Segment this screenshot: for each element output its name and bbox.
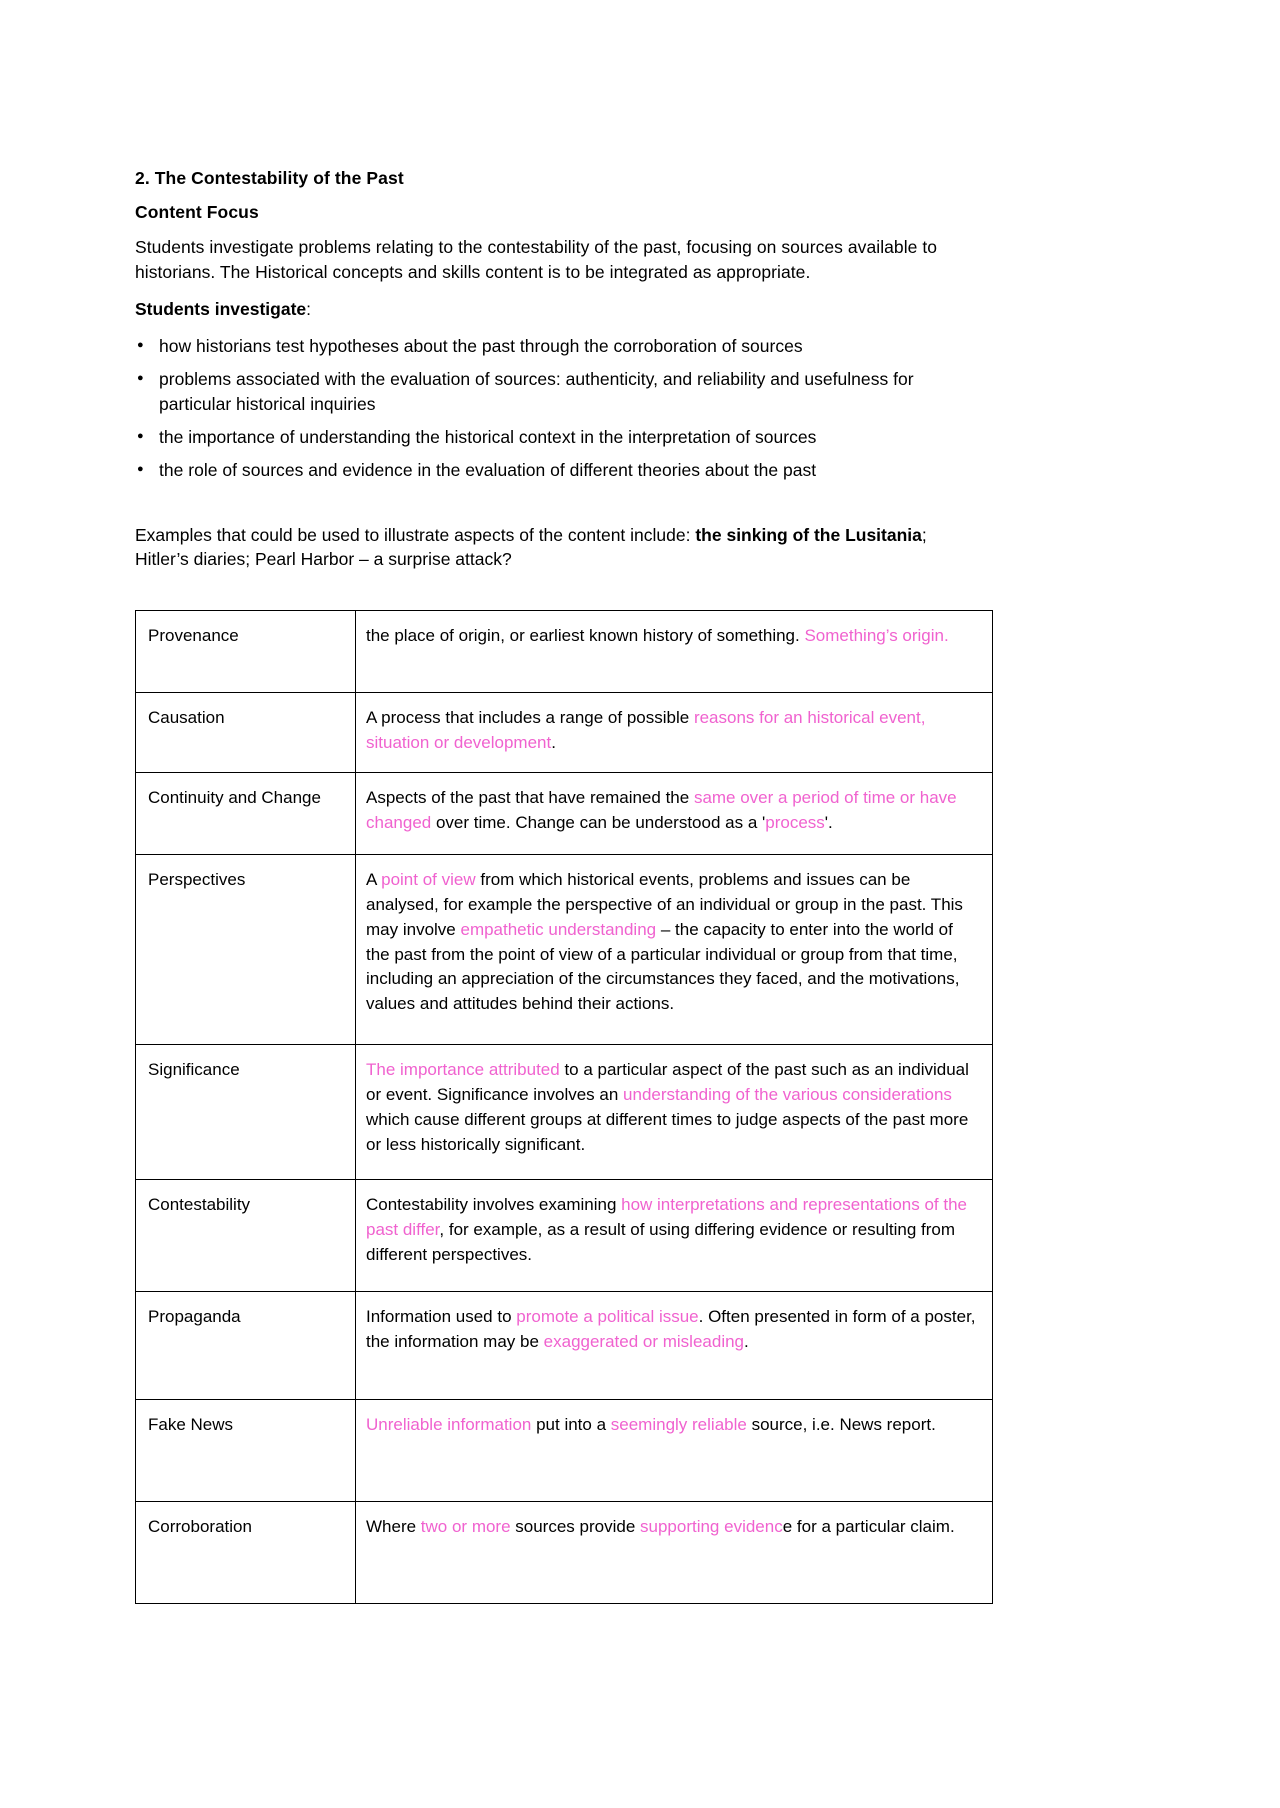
content-focus-paragraph: Students investigate problems relating to the contestability of the past, focusing on sources available to historians. The Historical concepts and skills content is to be integrated as appropriate. [135,236,938,282]
examples-paragraph [135,523,965,573]
highlighted-text: point of view [381,870,476,890]
highlighted-text: same over a period of time or have changed [366,788,957,832]
plain-text: A process that includes a range of possible [366,708,694,728]
table-cell-definition [356,1045,993,1180]
plain-text: to a particular aspect of the past such as an individual or event. Significance involves an [366,1060,969,1104]
students-investigate-colon: : [306,299,312,320]
plain-text: over time. Change can be understood as a ' [431,813,766,832]
highlighted-text: empathetic understanding [460,919,657,939]
table-row [136,855,993,1045]
students-investigate-label [135,297,965,322]
highlighted-text: promote a political issue [516,1307,699,1327]
investigate-bullet-list [135,334,965,482]
list-item: ● the importance of understanding the historical context in the interpretation of sources [135,425,965,450]
students-investigate-bold: Students investigate [135,299,307,320]
table-cell-term: Propaganda [136,1292,356,1400]
highlighted-text: Unreliable information [366,1415,532,1435]
plain-text: put into a [531,1415,611,1435]
table-cell-definition [356,1400,993,1502]
plain-text: which cause different groups at different times to judge aspects of the past more or less historically significant. [366,1109,969,1154]
plain-text: Aspects of the past that have remained the [366,788,694,808]
page-title: 2. The Contestability of the Past [135,168,404,188]
table-cell-term: Contestability [136,1180,356,1292]
plain-text: A [366,870,382,890]
plain-text: Where [366,1517,421,1537]
table-row [136,693,993,773]
plain-text: , for example, as a result of using differing evidence or resulting from different perspectives. [366,1220,956,1264]
plain-text: – the capacity to enter into the world of the past from the point of view of a particular individual or group from that time, including an appreciation of the circumstances they faced, and the motivations, values and attitudes behind their actions. [366,919,960,1014]
highlighted-text: supporting evidenc [640,1517,783,1537]
table-row [136,611,993,693]
historical-concepts-table [135,610,993,1604]
document-content [135,168,976,1604]
table-row [136,1045,993,1180]
highlighted-text: understanding of the various considerations [623,1085,952,1104]
highlighted-text: two or more [420,1517,511,1537]
table-cell-definition [356,1292,993,1400]
plain-text: from which historical events, problems and issues can be analysed, for example the perspective of an individual or group in the past. This may involve [366,870,963,939]
table-row [136,1292,993,1400]
table-body [136,611,993,1604]
plain-text: Contestability involves examining [366,1195,622,1215]
table-cell-term: Provenance [136,611,356,693]
table-cell-definition [356,1502,993,1604]
list-item: ● the role of sources and evidence in the evaluation of different theories about the past [135,458,965,483]
table-cell-definition [356,855,993,1045]
table-row [136,1502,993,1604]
table-cell-definition [356,1180,993,1292]
highlighted-text: exaggerated or misleading [543,1332,745,1351]
plain-text: Information used to [366,1307,517,1327]
table-cell-term: Perspectives [136,855,356,1045]
examples-bold-term: the sinking of the Lusitania [695,524,922,545]
plain-text: . [551,733,556,752]
section-subheading: Content Focus [135,201,259,222]
plain-text: sources provide [510,1517,640,1537]
table-cell-term: Continuity and Change [136,773,356,855]
examples-rest: ; Hitler’s diaries; Pearl Harbor – a surprise attack? [135,524,927,570]
table-cell-definition [356,773,993,855]
list-item: ● how historians test hypotheses about the past through the corroboration of sources [135,334,965,359]
list-item: ● problems associated with the evaluation of sources: authenticity, and reliability and usefulness for particular historical inquiries [135,367,965,417]
plain-text: e for a particular claim. [782,1517,955,1537]
table-row [136,773,993,855]
table-cell-definition [356,693,993,773]
table-cell-term: Corroboration [136,1502,356,1604]
highlighted-text: The importance attributed [366,1060,560,1080]
table-row [136,1400,993,1502]
highlighted-text: how interpretations and representations of the past differ [366,1195,968,1239]
plain-text: '. [824,813,833,832]
plain-text: the place of origin, or earliest known history of something. [366,626,805,646]
table-cell-term: Causation [136,693,356,773]
table-row [136,1180,993,1292]
highlighted-text: reasons for an historical event, situation or development [366,708,926,752]
highlighted-text: process [765,813,825,832]
table-cell-definition [356,611,993,693]
table-cell-term: Significance [136,1045,356,1180]
plain-text: . [744,1332,749,1351]
plain-text: . Often presented in form of a poster, the information may be [366,1307,976,1351]
table-cell-term: Fake News [136,1400,356,1502]
highlighted-text: Something’s origin. [804,626,949,646]
examples-lead: Examples that could be used to illustrate aspects of the content include: [135,524,696,545]
highlighted-text: seemingly reliable [610,1415,747,1435]
plain-text: source, i.e. News report. [746,1415,936,1435]
